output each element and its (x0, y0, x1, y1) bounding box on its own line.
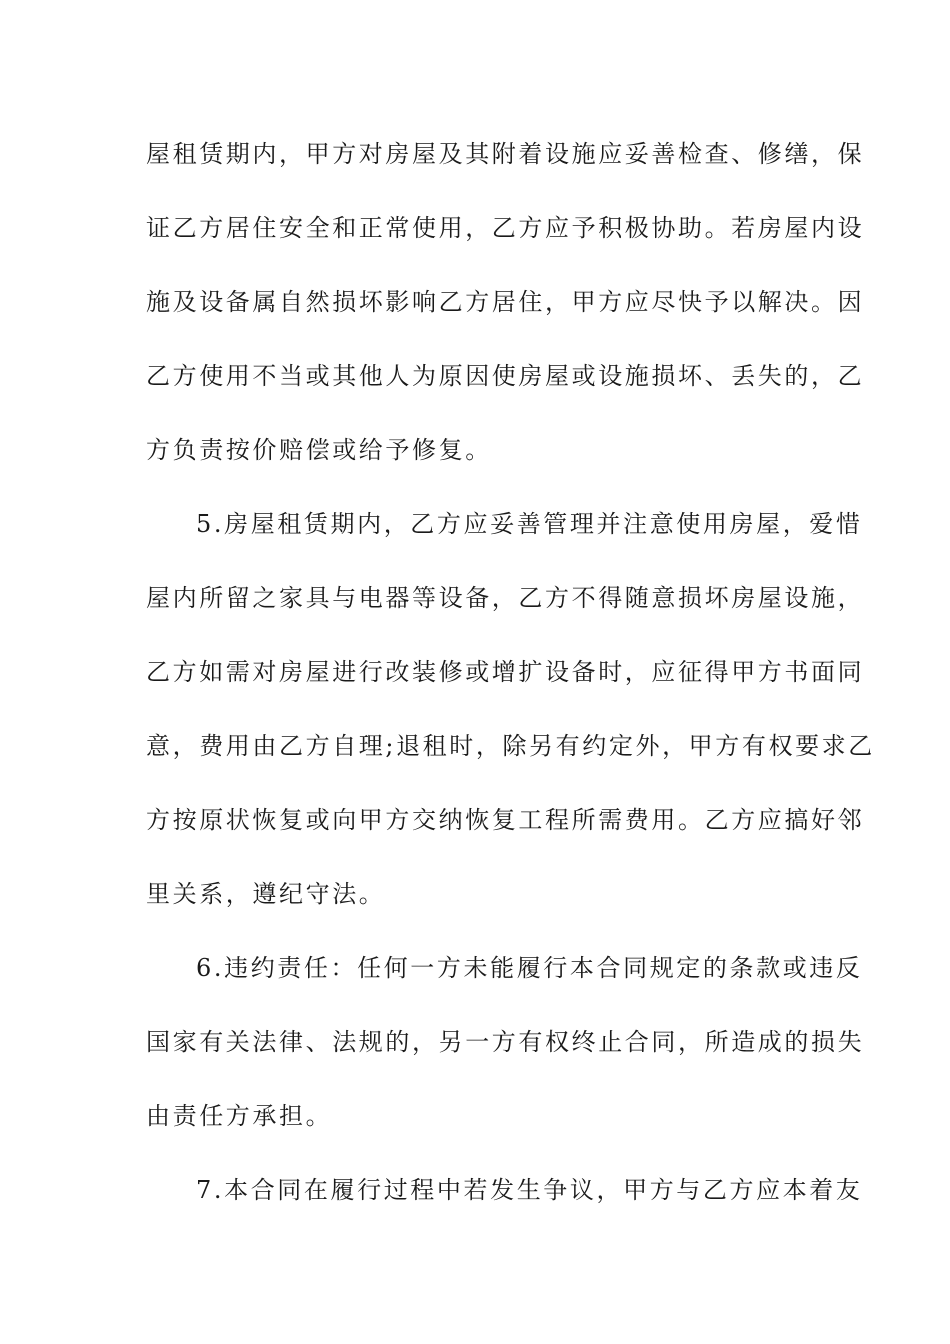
text-line: 乙方使用不当或其他人为原因使房屋或设施损坏、丢失的，乙 (146, 362, 865, 390)
text-line: 乙方如需对房屋进行改装修或增扩设备时，应征得甲方书面同 (146, 658, 865, 686)
text-line: 证乙方居住安全和正常使用，乙方应予积极协助。若房屋内设 (146, 214, 865, 242)
clause-6-start: 6.违约责任：任何一方未能履行本合同规定的条款或违反 (196, 954, 863, 982)
text-line: 施及设备属自然损坏影响乙方居住，甲方应尽快予以解决。因 (146, 288, 865, 316)
clause-7-start: 7.本合同在履行过程中若发生争议，甲方与乙方应本着友 (196, 1176, 863, 1204)
text-line: 国家有关法律、法规的，另一方有权终止合同，所造成的损失 (146, 1028, 865, 1056)
text-line: 屋内所留之家具与电器等设备，乙方不得随意损坏房屋设施， (146, 584, 865, 612)
text-line: 由责任方承担。 (146, 1102, 333, 1130)
text-line: 方按原状恢复或向甲方交纳恢复工程所需费用。乙方应搞好邻 (146, 806, 865, 834)
text-line: 意，费用由乙方自理;退租时，除另有约定外，甲方有权要求乙 (146, 732, 875, 760)
text-line: 方负责按价赔偿或给予修复。 (146, 436, 492, 464)
clause-5-start: 5.房屋租赁期内，乙方应妥善管理并注意使用房屋，爱惜 (196, 510, 863, 538)
text-line: 屋租赁期内，甲方对房屋及其附着设施应妥善检查、修缮，保 (146, 140, 865, 168)
text-line: 里关系，遵纪守法。 (146, 880, 386, 908)
contract-text (146, 130, 875, 1240)
